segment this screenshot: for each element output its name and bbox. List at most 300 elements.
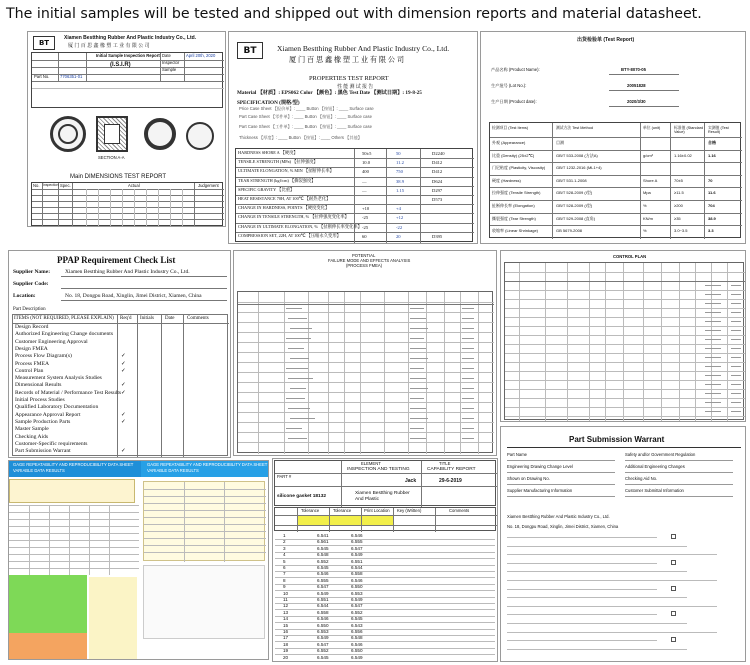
- text-scribble: [462, 408, 474, 409]
- capability-header: [274, 460, 496, 506]
- element-label: ELEMENT: [361, 461, 381, 466]
- measurement-b: 6.553: [351, 590, 363, 596]
- ppap-item: Master Sample: [15, 426, 49, 433]
- property-method: D395: [432, 233, 443, 239]
- text-scribble: [462, 338, 474, 339]
- text-scribble: [705, 402, 721, 403]
- grid-column-line: [478, 292, 479, 454]
- text-scribble: [705, 339, 721, 340]
- warrant-field-label: Checking Aid No.: [625, 476, 658, 481]
- control-plan-title: CONTROL PLAN: [613, 254, 647, 259]
- warrant-field-line: [625, 484, 733, 485]
- text-scribble: [731, 348, 741, 349]
- property-name: COMPRESSION SET, 22H, AT 100℃ 【压缩永久变形】: [238, 232, 341, 238]
- warrant-field-label: Additional Engineering Changes: [625, 464, 685, 469]
- gauge-sub-left: VARIABLE DATA RESULTS: [13, 468, 65, 473]
- measurement-b: 6.556: [351, 629, 363, 634]
- date-value: April 20th, 2020: [186, 53, 216, 58]
- text-scribble: [731, 321, 741, 322]
- material-table: [489, 122, 741, 238]
- material-report-doc: [480, 31, 746, 244]
- supplier-code-label: Supplier Code:: [13, 281, 49, 287]
- text-scribble: [410, 358, 428, 359]
- text-scribble: [462, 438, 474, 439]
- headline: The initial samples will be tested and shipped out with dimension reports and material datasheet.: [6, 6, 702, 22]
- grid-row-line: [505, 299, 745, 300]
- text-scribble: [410, 408, 426, 409]
- text-scribble: [410, 368, 424, 369]
- warrant-text-line: [507, 554, 717, 555]
- text-scribble: [286, 428, 302, 429]
- warrant-field-label: Shown on Drawing No.: [507, 476, 550, 481]
- grid-row-line: [505, 272, 745, 273]
- grid-row-line: [238, 432, 494, 433]
- warrant-field-label: Supplier Manufacturing Information: [507, 488, 573, 493]
- material-col-head: 测试方法 Test Method: [556, 126, 593, 130]
- text-scribble: [705, 294, 721, 295]
- measurement-b: 6.550: [351, 584, 363, 590]
- grid-column-line: [460, 292, 461, 454]
- company-logo: BT: [33, 36, 55, 50]
- warrant-checkbox: [671, 534, 676, 539]
- material-cell: ≥11.5: [674, 190, 684, 196]
- company-name-en: Xiamen Bestthing Rubber And Plastic Industry Co., Ltd.: [64, 35, 197, 41]
- row-divider: [490, 213, 742, 214]
- text-scribble: [705, 303, 721, 304]
- measurement-a: 6.555: [317, 577, 329, 583]
- row-index: 8: [283, 577, 286, 583]
- grid-column-line: [344, 292, 345, 454]
- material-cell: g/cm³: [643, 152, 653, 158]
- measurement-b: 6.547: [351, 603, 363, 609]
- ppap-item: Initial Process Studies: [15, 397, 65, 403]
- grid-row-line: [144, 503, 266, 504]
- warrant-field-label: Part Name: [507, 452, 528, 457]
- ppap-check-mark: ✓: [121, 360, 126, 367]
- header-table: [31, 52, 223, 108]
- grid-row-line: [238, 322, 494, 323]
- measurement-b: 6.543: [351, 622, 363, 628]
- measurement-a: 6.549: [317, 590, 329, 596]
- measurement-b: 6.551: [351, 558, 363, 564]
- warrant-field-line: [625, 472, 733, 473]
- property-name: CHANGE IN HARDNESS, POINTS 【硬度变化】: [238, 205, 330, 211]
- text-scribble: [731, 330, 741, 331]
- row-index: 12: [283, 603, 289, 609]
- measurement-a: 6.548: [317, 552, 329, 558]
- grid-row-line: [505, 416, 745, 417]
- warrant-checkbox: [671, 611, 676, 616]
- grid-column-line: [328, 292, 329, 454]
- warrant-field-line: [507, 496, 615, 497]
- material-report-title: 出货检验单 (Test Report): [577, 37, 635, 43]
- part-description-label: Part Description: [13, 307, 46, 312]
- property-result: +4: [396, 206, 401, 212]
- row-index: 2: [283, 539, 286, 545]
- property-result: 50: [396, 151, 401, 156]
- grid-row-line: [144, 524, 266, 525]
- material-cell: GB/T 531.1-2008: [556, 177, 587, 183]
- property-name: SPECIFIC GRAVITY 【比重】: [238, 186, 295, 192]
- control-plan-doc: [500, 250, 746, 422]
- grid-row-line: [238, 302, 494, 303]
- grid-row-line: [238, 402, 494, 403]
- text-scribble: [705, 285, 721, 286]
- row-divider: [490, 175, 742, 176]
- col-inspection: Inspection: [43, 183, 59, 187]
- grid-row-line: [505, 398, 745, 399]
- text-scribble: [731, 294, 741, 295]
- text-scribble: [290, 388, 306, 389]
- capability-tolerance: [274, 507, 496, 531]
- row-index: 7: [283, 571, 286, 577]
- grid-column-line: [69, 505, 70, 575]
- text-scribble: [410, 378, 426, 379]
- grid-row-line: [238, 422, 494, 423]
- grid-row-line: [238, 312, 494, 313]
- col-judgement: Judgement: [198, 183, 219, 188]
- property-method: D573: [432, 197, 443, 202]
- text-scribble: [705, 321, 721, 322]
- text-scribble: [288, 348, 304, 349]
- grid-column-line: [184, 482, 185, 562]
- warrant-text-line: [507, 649, 687, 650]
- text-scribble: [705, 411, 721, 412]
- text-scribble: [705, 366, 721, 367]
- header-divider: [238, 304, 494, 305]
- text-scribble: [286, 368, 308, 369]
- property-name: CHANGE IN TENSILE STRENGTH, % 【拉伸强度变化率】: [238, 214, 349, 220]
- grid-column-line: [284, 292, 285, 454]
- text-scribble: [731, 303, 741, 304]
- grid-row-line: [144, 489, 266, 490]
- measurement-a: 6.558: [317, 609, 329, 615]
- property-result: 38.9: [396, 178, 405, 184]
- property-spec: +10: [362, 206, 370, 212]
- col-tolerance-2: Tolerance: [333, 508, 352, 513]
- ppap-item: Dimensional Results: [15, 382, 62, 389]
- warrant-text-line: [507, 614, 657, 615]
- measurement-b: 6.549: [351, 552, 363, 558]
- capability-rows: [273, 533, 497, 662]
- grid-row-line: [238, 352, 494, 353]
- grid-row-line: [505, 371, 745, 372]
- col-date: Date: [165, 316, 175, 321]
- grid-row-line: [238, 392, 494, 393]
- inspector-label: Inspector: [162, 60, 180, 65]
- measurement-a: 6.544: [317, 603, 329, 609]
- warrant-field-label: Engineering Drawing Change Level: [507, 464, 573, 469]
- report-title: PROPERTIES TEST REPORT: [309, 75, 389, 82]
- measurement-b: 6.546: [351, 533, 363, 538]
- gauge-sub-right: VARIABLE DATA RESULTS: [147, 468, 199, 473]
- warrant-text-line: [507, 546, 687, 547]
- row-index: 13: [283, 609, 289, 615]
- ppap-check-mark: ✓: [121, 448, 126, 455]
- grid-row-line: [238, 332, 494, 333]
- text-scribble: [462, 348, 474, 349]
- measurement-b: 6.544: [351, 565, 363, 570]
- property-method: D412: [432, 169, 443, 175]
- text-scribble: [410, 348, 426, 349]
- measurement-b: 6.545: [351, 616, 363, 622]
- report-code: (I.S.I.R): [110, 62, 131, 68]
- part-no-label: Part No.: [34, 74, 50, 79]
- row-index: 20: [283, 654, 289, 660]
- material-cell: GB/T 1232-2016 (ML1+4): [556, 165, 602, 171]
- col-print-location: Print Location: [364, 508, 390, 513]
- text-scribble: [286, 338, 311, 339]
- part-no-value: 7706351-01: [60, 74, 83, 79]
- grid-row-line: [144, 531, 266, 532]
- material-col-head: 单位 (unit): [643, 126, 661, 130]
- grid-row-line: [238, 382, 494, 383]
- ppap-item: Part Submission Warrant: [15, 448, 71, 455]
- material-cell: 70±5: [674, 177, 683, 183]
- property-result: 750: [396, 169, 403, 175]
- grid-row-line: [144, 538, 266, 539]
- gauge-banner-right: GAGE REPEATABILITY AND REPRODUCIBILITY DATA SHEET: [147, 462, 268, 467]
- row-divider: [490, 200, 742, 201]
- measurement-b: 6.558: [351, 571, 363, 577]
- text-scribble: [462, 378, 474, 379]
- grid-row-line: [505, 362, 745, 363]
- grid-row-line: [505, 317, 745, 318]
- pfmea-table: [237, 291, 493, 453]
- row-divider: [490, 187, 742, 188]
- grid-row-line: [238, 412, 494, 413]
- warrant-field-line: [507, 460, 615, 461]
- col-comments: Comments: [449, 508, 470, 513]
- measurement-a: 6.553: [317, 629, 329, 634]
- grid-row-line: [144, 517, 266, 518]
- col-key: Key (Written): [397, 508, 422, 513]
- text-scribble: [410, 398, 424, 399]
- grid-column-line: [29, 505, 30, 575]
- properties-table: [235, 148, 473, 242]
- ppap-item: Process Flow Diagram(s): [15, 353, 72, 360]
- property-spec: 60: [362, 233, 367, 239]
- warrant-checkbox: [671, 560, 676, 565]
- measurement-a: 6.547: [317, 641, 329, 647]
- material-cell: 38.9: [708, 215, 716, 221]
- sample-label: Sample: [162, 67, 177, 72]
- material-cell: 1.16±0.02: [674, 152, 692, 158]
- info-product-label: 产品名称 (Product Name):: [491, 67, 540, 72]
- header-divider: [505, 281, 745, 282]
- row-index: 15: [283, 622, 289, 628]
- supplier-name: Xiamen Bestthing Rubber And Plastic Industry Co., Ltd.: [65, 269, 190, 275]
- text-scribble: [288, 378, 313, 379]
- element-value: INSPECTION AND TESTING: [347, 467, 410, 472]
- material-cell: GB/T 533-2008 (方法A): [556, 152, 598, 158]
- material-cell: GB 5679-2008: [556, 228, 583, 234]
- measurement-a: 6.552: [317, 558, 329, 564]
- grid-row-line: [505, 335, 745, 336]
- warrant-supplier: Xiamen Bestthing Rubber And Plastic Industry Co., Ltd.: [507, 514, 610, 519]
- grid-row-line: [505, 389, 745, 390]
- ppap-item: Sample Production Parts: [15, 418, 71, 425]
- material-col-head: 标准值 (Standard Value): [674, 126, 704, 135]
- row-index: 19: [283, 648, 289, 654]
- material-cell: 合格: [708, 140, 716, 145]
- company-value: Xiamen Bestthing Rubber And Plastic: [355, 491, 410, 502]
- material-cell: ≥35: [674, 215, 681, 221]
- row-index: 6: [283, 565, 286, 570]
- location-label: Location:: [13, 293, 36, 299]
- warrant-text-line: [507, 623, 687, 624]
- material-cell: 外观 (Appearance): [492, 140, 526, 145]
- supplier-name-label: Supplier Name:: [13, 269, 51, 275]
- properties-report-doc: BT Xiamen Bestthing Rubber And Plastic Industry Co., Ltd. 厦 门 百 思 鑫 橡 塑 工 业 有 限 公 司 PROPERTIES TEST REPORT 性 能 测 试 报 告 Material 【材质】: EPS062 Color 【颜色】: 黑色 Test Date 【测试日期】: 19-8-25 SPECIFICATION (规格/型) HARDNESS SHORE A 【硬度】 50±5 50 D2240 TENSILE STRENGTH (MPa) 【拉伸强度】 10.0 11.2 D412 ULTIMATE ELONGATION, % MIN 【扯断伸长率】 400 750 D412 TEAR STRENGTH (kgf/cm) 【撕裂强度】 — 38.9 D624 SPECIFIC GRAVITY 【比重】 — 1.15 D297 HEAT RESISTANCE 70H, AT 100℃ 【耐热老化】 D573 CHANGE IN HARDNESS, POINTS 【硬度变化】 +10 +4 CHANGE IN TENSILE STRENGTH, % 【拉伸强度变化率】 -25 +12 CHANGE IN ULTIMATE ELONGATION, % 【扯断伸长率变化率】 -25 -22 COMPRESSION SET, 22H, AT 100℃ 【压缩永久变形】 60 20 D395 Price Case Sheet 【报价单】: ____ Button 【按钮】: ____ Surface case Part Case Sheet 【零件单】: ____ Button 【按钮】: ____ Surface case Part Case Sheet 【工件单】: ____ Button 【按钮】: ____ Surface case Thickness 【厚度】: ____ Button 【按钮】: ____ Others 【其他】: [228, 31, 478, 244]
- grid-row-line: [505, 290, 745, 291]
- text-scribble: [462, 418, 474, 419]
- part-value: silicone gasket 18132: [277, 494, 327, 499]
- text-scribble: [705, 375, 721, 376]
- material-cell: 扯断伸长率 (Elongation): [492, 203, 535, 208]
- material-info: [491, 68, 731, 128]
- row-index: 18: [283, 641, 289, 647]
- ppap-check-mark: ✓: [121, 418, 126, 425]
- material-cell: ≥200: [674, 203, 683, 208]
- dimension-table: [31, 182, 223, 226]
- text-scribble: [410, 338, 424, 339]
- property-spec: —: [362, 187, 367, 193]
- warrant-title: Part Submission Warrant: [569, 435, 665, 444]
- warrant-doc: [500, 426, 746, 662]
- text-scribble: [705, 348, 721, 349]
- text-scribble: [462, 358, 474, 359]
- measurement-a: 6.545: [317, 545, 329, 551]
- pfmea-title-1: POTENTIAL: [352, 253, 376, 258]
- material-cell: GB/T 528-2009 (I型): [556, 203, 593, 208]
- text-scribble: [705, 393, 721, 394]
- measurement-a: 6.546: [317, 571, 329, 577]
- measurement-a: 6.546: [317, 616, 329, 622]
- measurement-a: 6.545: [317, 565, 329, 570]
- col-reqd: Req'd: [120, 316, 132, 321]
- warrant-text-line: [507, 589, 657, 590]
- warrant-text-line: [507, 571, 687, 572]
- warrant-text-line: [507, 597, 687, 598]
- property-spec: 50±5: [362, 151, 372, 156]
- text-scribble: [462, 428, 474, 429]
- col-no: No.: [33, 183, 40, 188]
- text-scribble: [410, 318, 426, 319]
- text-scribble: [462, 368, 474, 369]
- text-scribble: [288, 318, 307, 319]
- col-comments: Comments: [187, 316, 209, 321]
- pfmea-title-3: (PROCESS FMEA): [346, 263, 383, 268]
- material-cell: 比重 (Density) (25±2℃): [492, 152, 535, 158]
- date-value: 29-6-2019: [439, 478, 462, 484]
- ppap-item: Measurement System Analysis Studies: [15, 375, 102, 382]
- text-scribble: [410, 308, 424, 309]
- property-spec: 10.0: [362, 160, 371, 166]
- report-title-cn: 性 能 测 试 报 告: [337, 85, 374, 90]
- grid-row-line: [144, 496, 266, 497]
- material-cell: %: [643, 228, 647, 234]
- warrant-address: No. 18, Dongpu Road, Xinglin, Jimei District, Xiamen, China: [507, 524, 619, 529]
- property-name: ULTIMATE ELONGATION, % MIN 【扯断伸长率】: [238, 168, 334, 174]
- material-cell: 撕裂强度 (Tear Strength): [492, 215, 536, 221]
- measurement-a: 6.549: [317, 635, 329, 641]
- date-label: Date: [162, 53, 171, 58]
- text-scribble: [290, 328, 312, 329]
- warrant-text-line: [507, 632, 717, 633]
- row-index: 9: [283, 584, 286, 590]
- warrant-field-line: [625, 496, 733, 497]
- material-cell: 3.0~3.5: [674, 228, 688, 234]
- text-scribble: [462, 318, 474, 319]
- material-col-head: 检测项目 (Test Items): [492, 126, 529, 130]
- property-spec: —: [362, 178, 367, 184]
- measurement-b: 6.549: [351, 597, 363, 602]
- material-cell: GB/T 528-2009 (I型): [556, 190, 593, 196]
- grid-column-line: [408, 292, 409, 454]
- ppap-item: Customer Engineering Approval: [15, 338, 88, 345]
- warrant-text-line: [507, 580, 717, 581]
- ppap-check-mark: ✓: [121, 411, 126, 418]
- property-spec: -25: [362, 215, 369, 221]
- text-scribble: [731, 411, 741, 412]
- row-index: 10: [283, 590, 289, 596]
- text-scribble: [462, 398, 474, 399]
- row-index: 3: [283, 545, 286, 551]
- material-cell: 目测: [556, 140, 564, 145]
- grid-row-line: [505, 308, 745, 309]
- material-cell: GB/T 529-2008 (直角): [556, 215, 596, 221]
- info-product-value: BTY-8070-05: [621, 67, 646, 72]
- location-value: No. 18, Dongpu Road, Xinglin, Jimei District, Xiamen, China: [65, 293, 202, 299]
- text-scribble: [705, 312, 721, 313]
- col-tolerance-1: Tolerance: [301, 508, 320, 513]
- measurement-a: 6.552: [317, 648, 329, 654]
- company-name-cn: 厦 门 百 思 鑫 橡 塑 工 业 有 限 公 司: [289, 56, 405, 64]
- ppap-item: Records of Material / Performance Test Results: [15, 389, 122, 396]
- ppap-item: Authorized Engineering Change documents: [15, 331, 114, 338]
- measurement-a: 6.547: [317, 584, 329, 590]
- text-scribble: [731, 375, 741, 376]
- operator-value: Jack: [405, 478, 417, 484]
- ppap-item: Customer-Specific requirements: [15, 440, 88, 447]
- company-logo: BT: [237, 42, 263, 59]
- measurement-b: 6.547: [351, 545, 363, 551]
- row-index: 5: [283, 558, 286, 564]
- pfmea-doc: [233, 250, 497, 456]
- material-cell: Mpa: [643, 190, 651, 196]
- material-cell: KN/m: [643, 215, 653, 221]
- text-scribble: [462, 388, 474, 389]
- grid-column-line: [308, 292, 309, 454]
- text-scribble: [410, 428, 424, 429]
- grid-row-line: [238, 372, 494, 373]
- ppap-title: PPAP Requirement Check List: [57, 255, 176, 265]
- grid-column-line: [384, 292, 385, 454]
- text-scribble: [731, 384, 741, 385]
- ppap-item: Design Record: [15, 324, 49, 330]
- grid-row-line: [238, 362, 494, 363]
- ppap-checklist-doc: [8, 250, 231, 458]
- ppap-item: Control Plan: [15, 367, 44, 374]
- row-divider: [275, 661, 495, 662]
- section-label: SECTION A-A: [98, 155, 125, 160]
- grid-column-line: [224, 482, 225, 562]
- warrant-text-line: [507, 563, 657, 564]
- part-label: PART #: [277, 474, 292, 479]
- row-index: 17: [283, 635, 289, 641]
- text-scribble: [705, 330, 721, 331]
